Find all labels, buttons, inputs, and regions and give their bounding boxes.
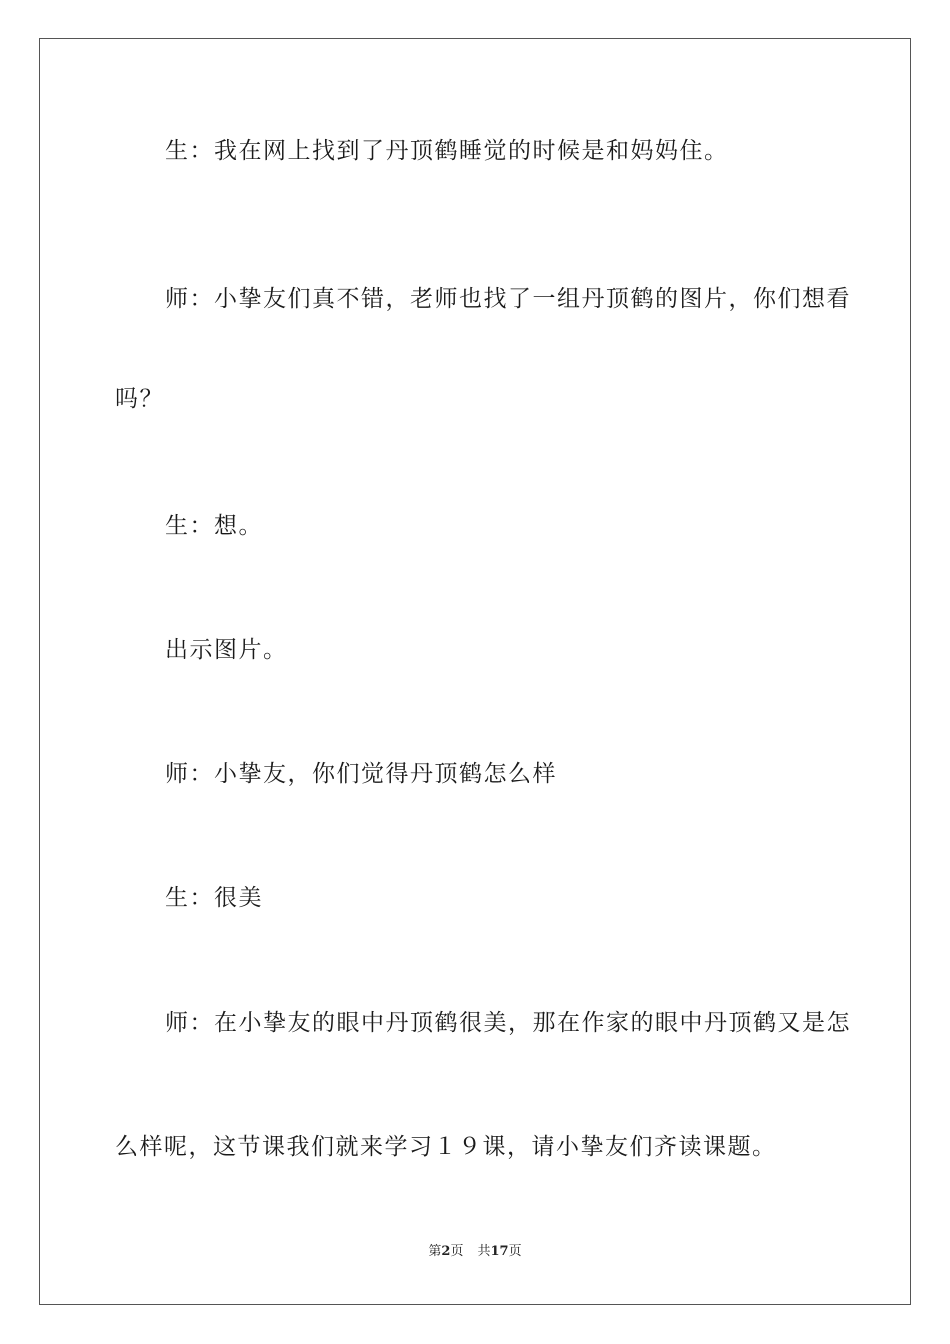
paragraph-line: 吗？ — [115, 386, 164, 412]
total-pages: 17 — [490, 1244, 509, 1259]
page-suffix: 页 — [450, 1244, 464, 1259]
paragraph-line: 生：很美 — [165, 885, 263, 911]
paragraph-line: 么样呢，这节课我们就来学习１９课，请小挚友们齐读课题。 — [115, 1134, 777, 1160]
total-prefix: 共 — [477, 1244, 491, 1259]
paragraph-line: 师：小挚友们真不错，老师也找了一组丹顶鹤的图片，你们想看 — [165, 286, 851, 312]
total-suffix: 页 — [508, 1244, 522, 1259]
page-footer — [40, 1243, 910, 1261]
paragraph-line: 出示图片。 — [165, 637, 288, 663]
paragraph-line: 师：小挚友，你们觉得丹顶鹤怎么样 — [165, 761, 557, 787]
paragraph-line: 生：想。 — [165, 513, 263, 539]
page-prefix: 第 — [428, 1244, 442, 1259]
page-frame — [39, 38, 911, 1305]
page-number: 2 — [441, 1244, 451, 1259]
paragraph-line: 师：在小挚友的眼中丹顶鹤很美，那在作家的眼中丹顶鹤又是怎 — [165, 1010, 851, 1036]
paragraph-line: 生：我在网上找到了丹顶鹤睡觉的时候是和妈妈住。 — [165, 138, 729, 164]
